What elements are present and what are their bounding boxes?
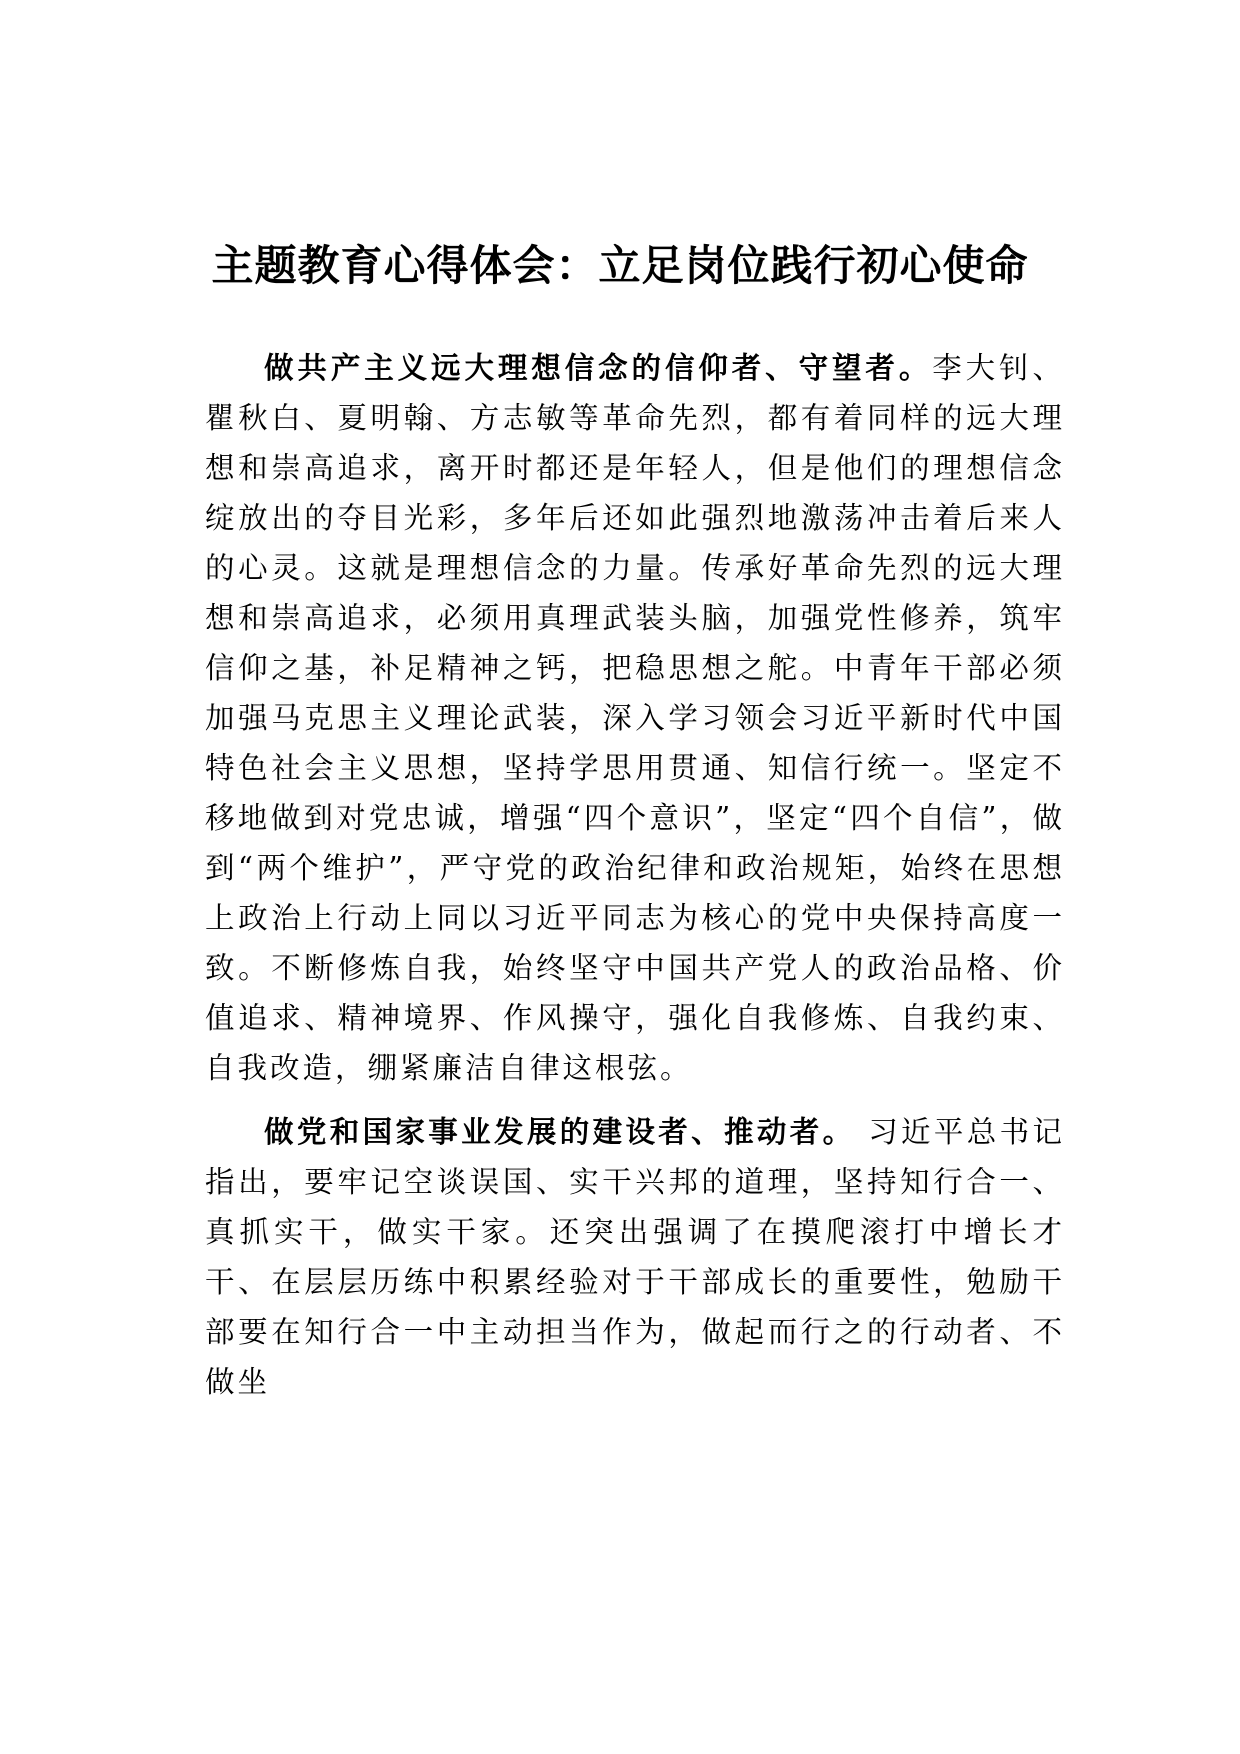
- document-body: [205, 343, 1065, 1407]
- paragraph-1-text: 李大钊、瞿秋白、夏明翰、方志敏等革命先烈，都有着同样的远大理想和崇高追求，离开时都还是年轻人，但是他们的理想信念绽放出的夺目光彩，多年后还如此强烈地激荡冲击着后来人的心灵。这就是理想信念的力量。传承好革命先烈的远大理想和崇高追求，必须用真理武装头脑，加强党性修养，筑牢信仰之基，补足精神之钙，把稳思想之舵。中青年干部必须加强马克思主义理论武装，深入学习领会习近平新时代中国特色社会主义思想，坚持学思用贯通、知信行统一。坚定不移地做到对党忠诚，增强“四个意识”，坚定“四个自信”，做到“两个维护”，严守党的政治纪律和政治规矩，始终在思想上政治上行动上同以习近平同志为核心的党中央保持高度一致。不断修炼自我，始终坚守中国共产党人的政治品格、价值追求、精神境界、作风操守，强化自我修炼、自我约束、自我改造，绷紧廉洁自律这根弦。: [205, 351, 1065, 1085]
- paragraph-2-text: 习近平总书记指出，要牢记空谈误国、实干兴邦的道理，坚持知行合一、真抓实干，做实干家。还突出强调了在摸爬滚打中增长才干、在层层历练中积累经验对于干部成长的重要性，勉励干部要在知行合一中主动担当作为，做起而行之的行动者、不做坐: [205, 1115, 1065, 1399]
- paragraph-1: [205, 343, 1065, 1093]
- paragraph-2: [205, 1107, 1065, 1407]
- document-title: 主题教育心得体会：立足岗位践行初心使命: [211, 241, 1029, 291]
- paragraph-1-lead: 做共产主义远大理想信念的信仰者、守望者。: [264, 350, 933, 385]
- paragraph-2-lead: 做党和国家事业发展的建设者、推动者。: [264, 1114, 856, 1149]
